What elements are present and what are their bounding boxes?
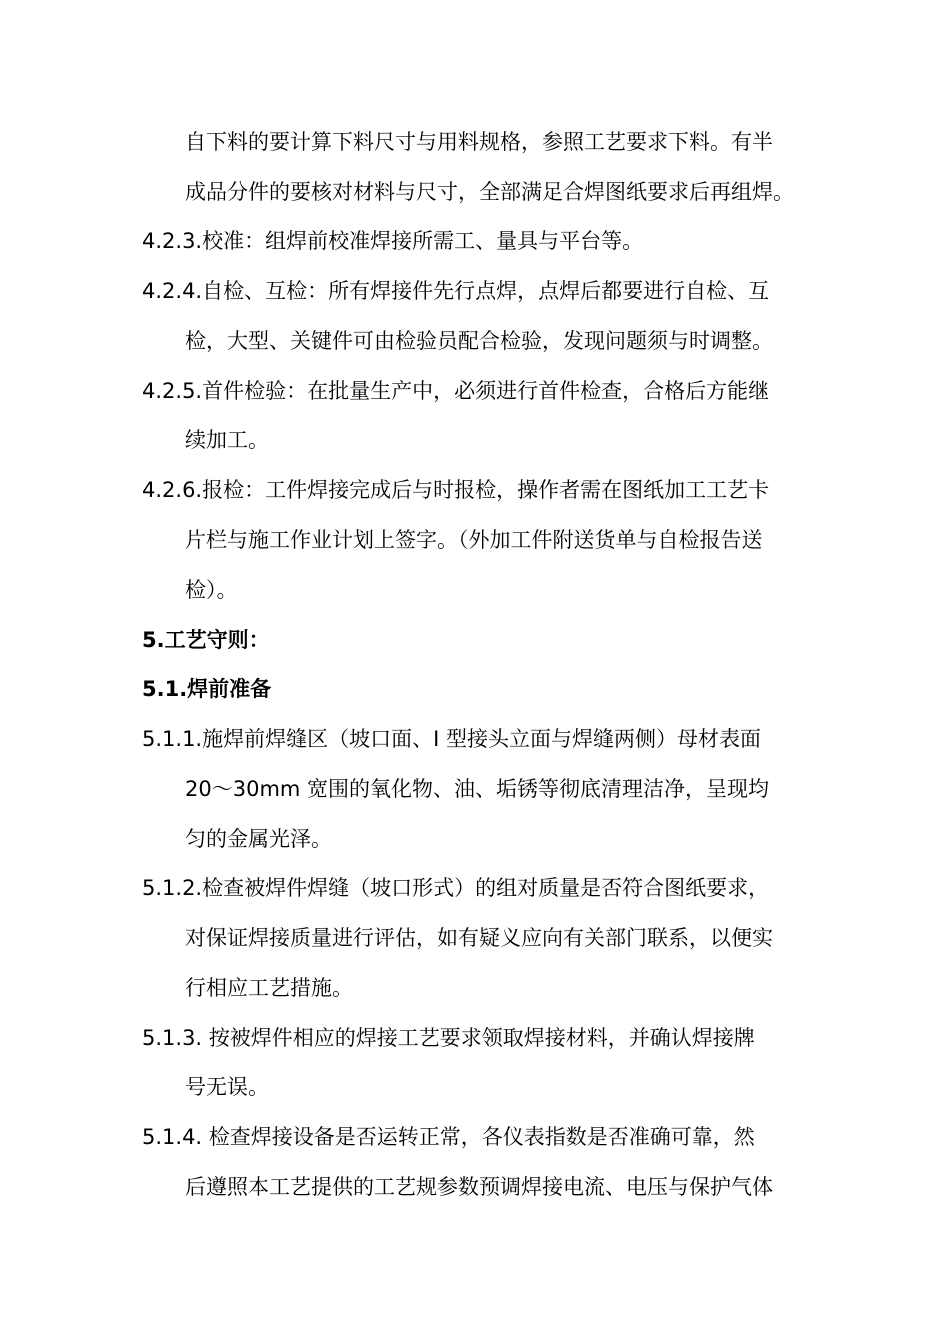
paragraph-line: 4.2.3.校准：组焊前校准焊接所需工、量具与平台等。 <box>142 229 644 253</box>
paragraph-line: 20～30mm 宽围的氧化物、油、垢锈等彻底清理洁净，呈现均 <box>185 777 770 801</box>
paragraph-line: 行相应工艺措施。 <box>185 976 353 1000</box>
paragraph-line: 匀的金属光泽。 <box>185 827 332 851</box>
paragraph-line: 5.1.3. 按被焊件相应的焊接工艺要求领取焊接材料，并确认焊接牌 <box>142 1026 755 1050</box>
paragraph-line: 检）。 <box>185 578 238 602</box>
paragraph-line: 4.2.6.报检：工件焊接完成后与时报检，操作者需在图纸加工工艺卡 <box>142 478 770 502</box>
paragraph-line: 号无误。 <box>185 1075 269 1099</box>
paragraph-line: 续加工。 <box>185 428 269 452</box>
paragraph-line: 自下料的要计算下料尺寸与用料规格，参照工艺要求下料。有半 <box>185 130 773 154</box>
paragraph-line: 5.1.2.检查被焊件焊缝（坡口形式）的组对质量是否符合图纸要求， <box>142 876 770 900</box>
paragraph-line: 5.1.1.施焊前焊缝区（坡口面、I 型接头立面与焊缝两侧）母材表面 <box>142 727 761 751</box>
section-heading: 5.工艺守则： <box>142 628 270 652</box>
paragraph-line: 成品分件的要核对材料与尺寸，全部满足合焊图纸要求后再组焊。 <box>185 180 794 204</box>
paragraph-line: 4.2.4.自检、互检：所有焊接件先行点焊，点焊后都要进行自检、互 <box>142 279 770 303</box>
paragraph-line: 4.2.5.首件检验：在批量生产中，必须进行首件检查，合格后方能继 <box>142 379 770 403</box>
paragraph-line: 对保证焊接质量进行评估，如有疑义应向有关部门联系，以便实 <box>185 926 773 950</box>
paragraph-line: 检，大型、关键件可由检验员配合检验，发现问题须与时调整。 <box>185 329 773 353</box>
paragraph-line: 5.1.4. 检查焊接设备是否运转正常，各仪表指数是否准确可靠，然 <box>142 1125 755 1149</box>
subsection-heading: 5.1.焊前准备 <box>142 677 272 701</box>
paragraph-line: 片栏与施工作业计划上签字。（外加工件附送货单与自检报告送 <box>185 528 763 552</box>
paragraph-line: 后遵照本工艺提供的工艺规参数预调焊接电流、电压与保护气体 <box>185 1175 773 1199</box>
